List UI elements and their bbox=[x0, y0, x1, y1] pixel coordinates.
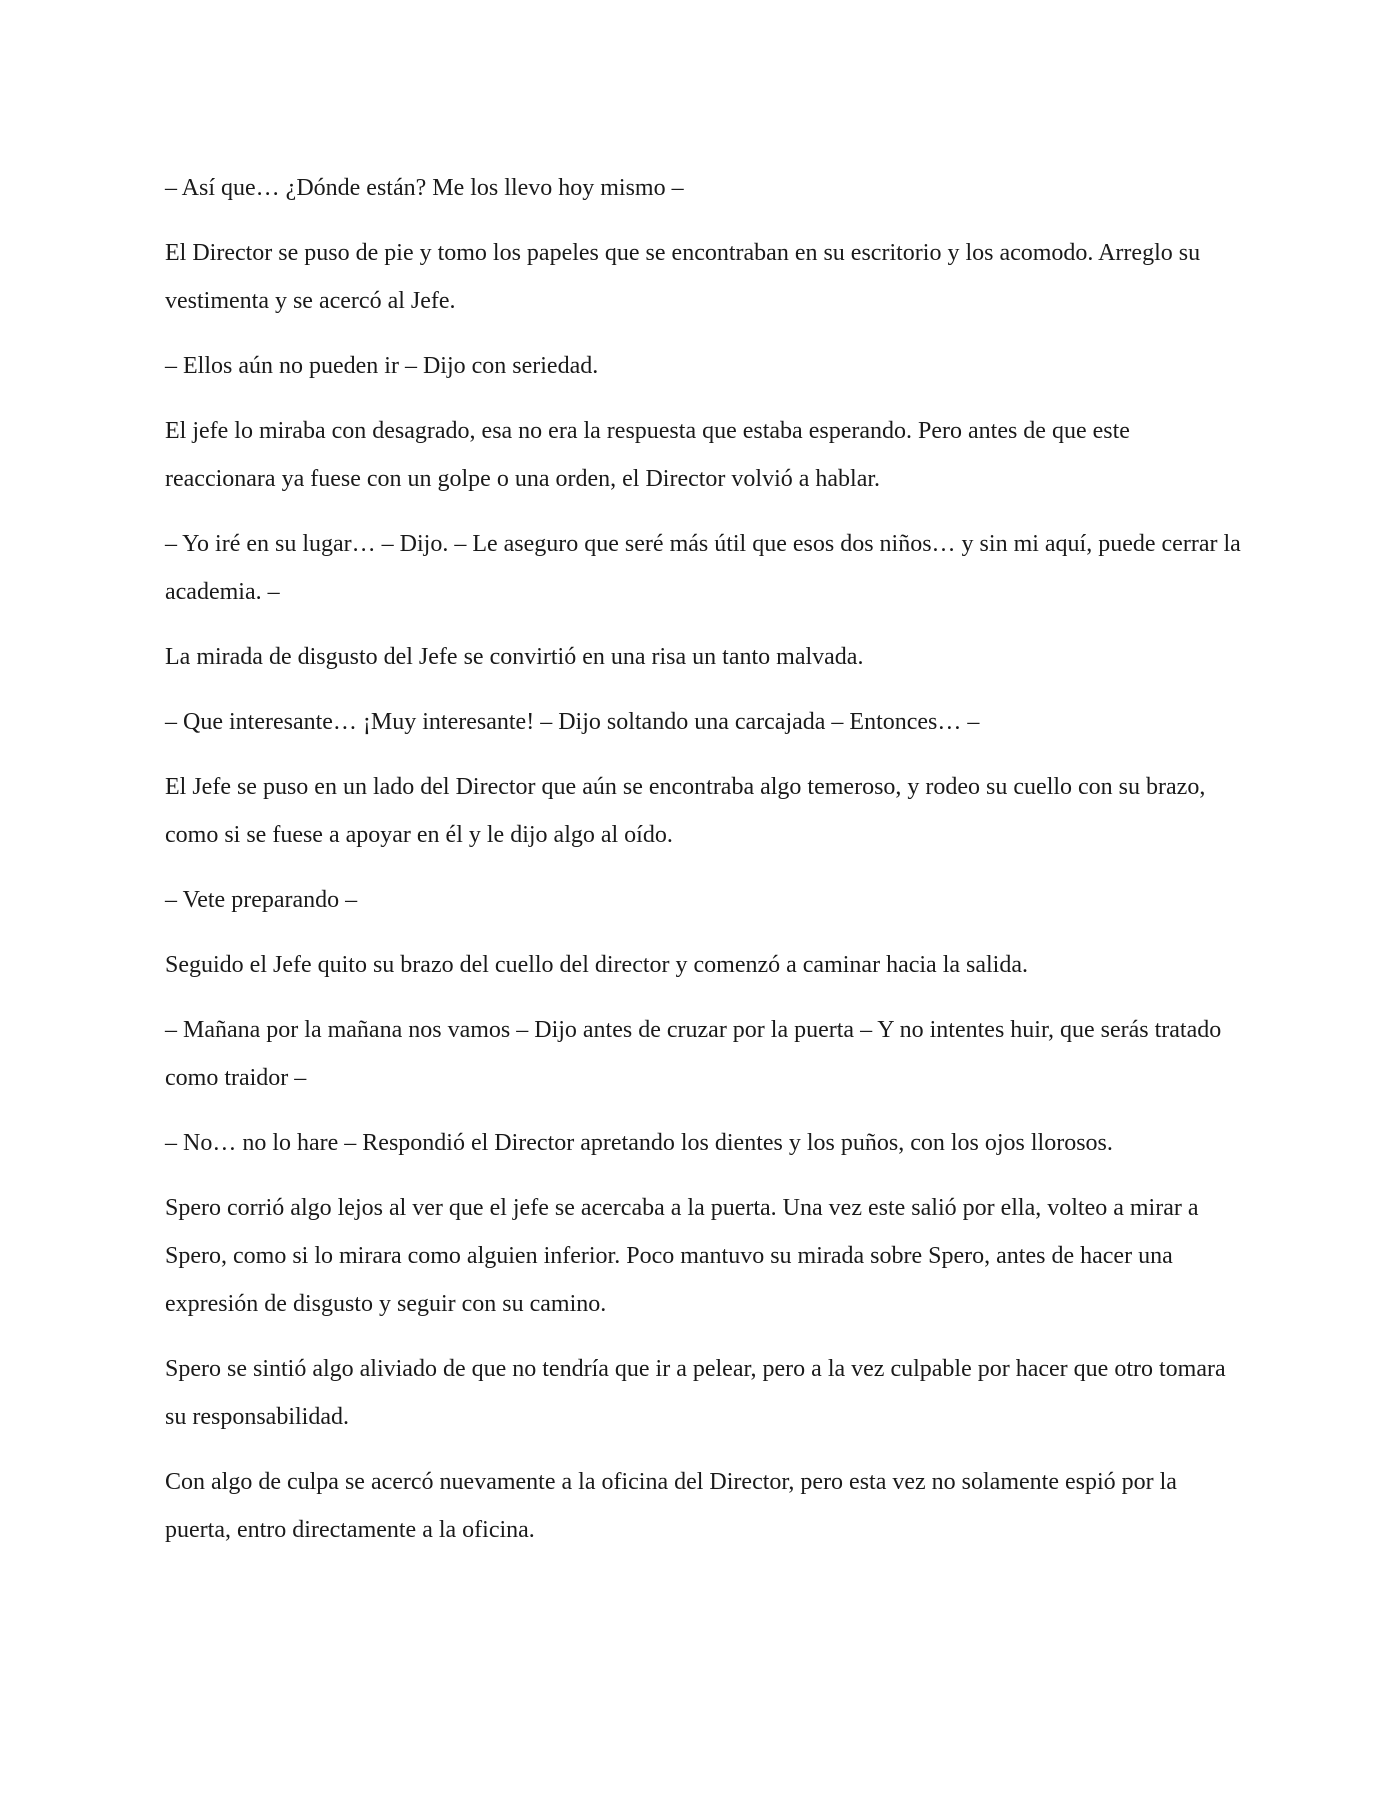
paragraph: Seguido el Jefe quito su brazo del cuello del director y comenzó a caminar hacia la salida. bbox=[165, 952, 1028, 978]
paragraph: – Yo iré en su lugar… – Dijo. – Le aseguro que seré más útil que esos dos niños… y sin mi aquí, puede cerrar la academia. – bbox=[165, 531, 1241, 605]
paragraph: Spero se sintió algo aliviado de que no tendría que ir a pelear, pero a la vez culpable por hacer que otro tomara su responsabilidad. bbox=[165, 1356, 1226, 1430]
document-body bbox=[165, 164, 1245, 1571]
paragraph: – Vete preparando – bbox=[165, 887, 358, 913]
paragraph: El Director se puso de pie y tomo los papeles que se encontraban en su escritorio y los acomodo. Arreglo su vestimenta y se acercó al Jefe. bbox=[165, 240, 1201, 314]
paragraph: Con algo de culpa se acercó nuevamente a la oficina del Director, pero esta vez no solamente espió por la puerta, entro directamente a la oficina. bbox=[165, 1469, 1177, 1543]
paragraph: – Mañana por la mañana nos vamos – Dijo antes de cruzar por la puerta – Y no intentes huir, que serás tratado como traidor – bbox=[165, 1017, 1222, 1091]
paragraph: El Jefe se puso en un lado del Director que aún se encontraba algo temeroso, y rodeo su cuello con su brazo, como si se fuese a apoyar en él y le dijo algo al oído. bbox=[165, 774, 1206, 848]
paragraph: – Ellos aún no pueden ir – Dijo con seriedad. bbox=[165, 353, 599, 379]
paragraph: – Así que… ¿Dónde están? Me los llevo hoy mismo – bbox=[165, 175, 684, 201]
paragraph: El jefe lo miraba con desagrado, esa no era la respuesta que estaba esperando. Pero antes de que este reaccionara ya fuese con un golpe o una orden, el Director volvió a hablar. bbox=[165, 418, 1130, 492]
paragraph: Spero corrió algo lejos al ver que el jefe se acercaba a la puerta. Una vez este salió por ella, volteo a mirar a Spero, como si lo mirara como alguien inferior. Poco mantuvo su mirada sobre Spero, antes de hacer una expresión de disgusto y seguir con su camino. bbox=[165, 1195, 1199, 1317]
paragraph: – No… no lo hare – Respondió el Director apretando los dientes y los puños, con los ojos llorosos. bbox=[165, 1130, 1113, 1156]
paragraph: – Que interesante… ¡Muy interesante! – Dijo soltando una carcajada – Entonces… – bbox=[165, 709, 980, 735]
paragraph: La mirada de disgusto del Jefe se convirtió en una risa un tanto malvada. bbox=[165, 644, 864, 670]
